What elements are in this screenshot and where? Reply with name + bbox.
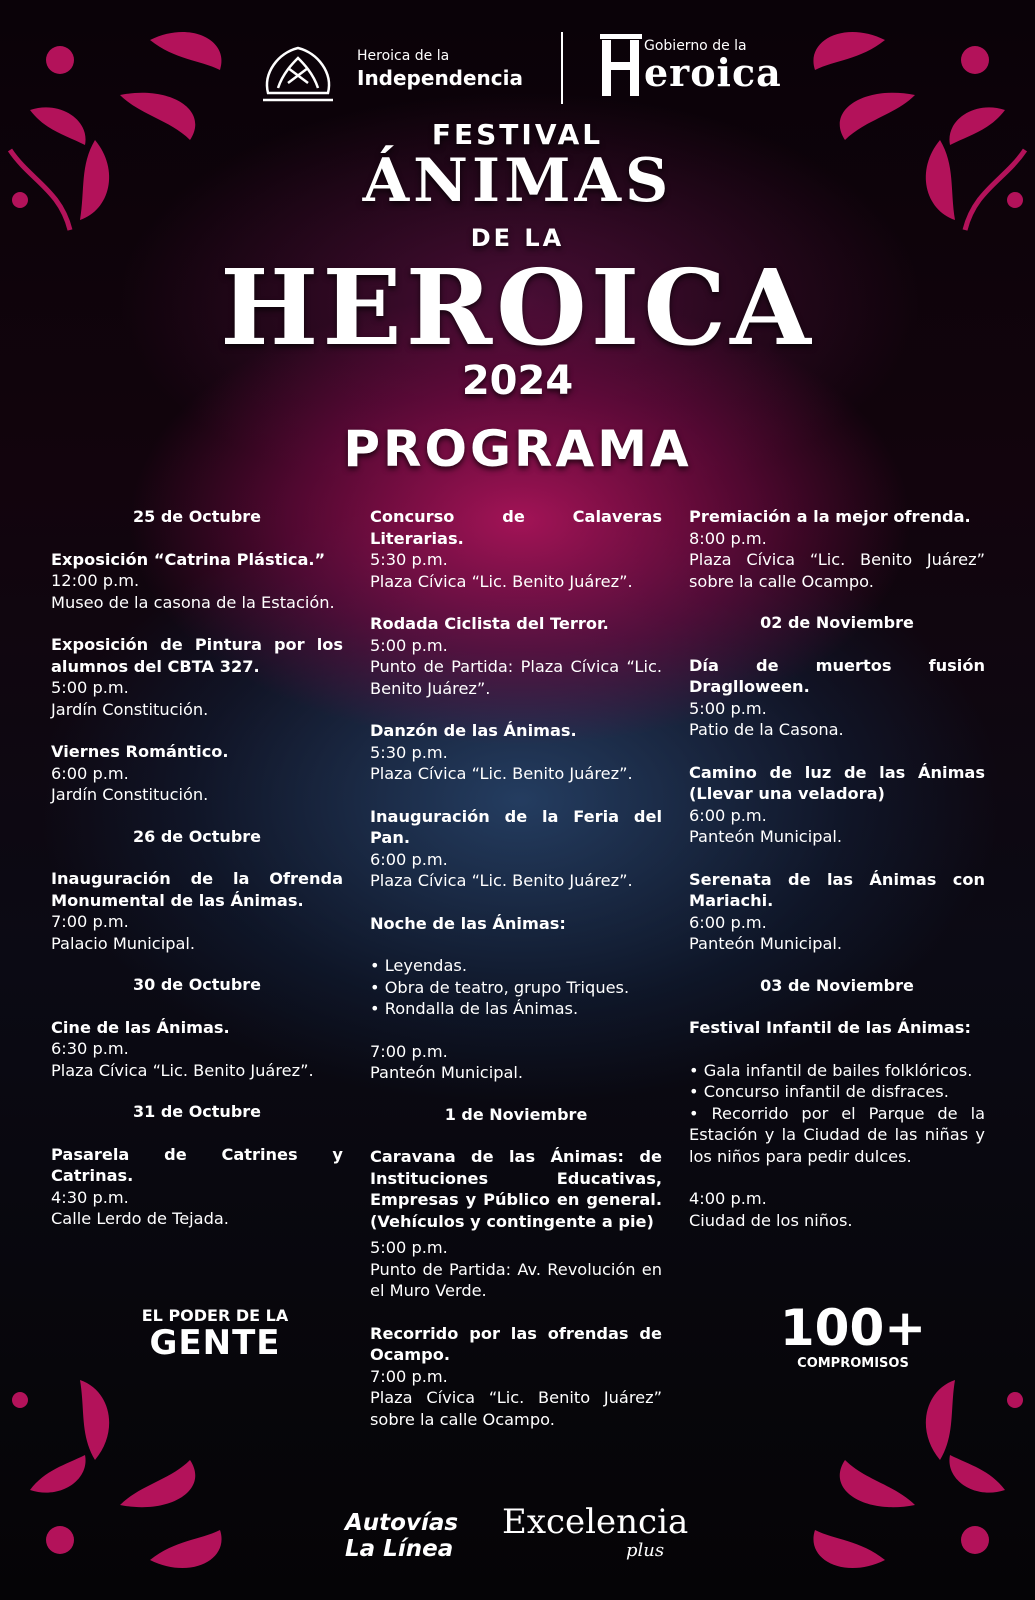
program-column-2 [370,506,662,1451]
event-item [689,869,985,955]
event-place: Museo de la casona de la Estación. [51,592,335,612]
event-time: 6:30 p.m. [51,1039,129,1058]
event-item [689,1017,985,1231]
title-de-la: DE LA [470,224,565,252]
crest-icon [258,38,338,106]
event-item [689,762,985,848]
event-name: Inauguración de la Feria del Pan. [370,806,662,847]
event-name: Camino de luz de las Ánimas (Llevar una veladora) [689,762,985,803]
event-item [689,506,985,592]
event-time: 8:00 p.m. [689,528,767,548]
logo-compromisos: COMPROMISOS [797,1356,909,1371]
event-place: Plaza Cívica “Lic. Benito Juárez”. [370,871,633,890]
cien-compromisos-logo [778,1300,928,1371]
event-place: Patio de la Casona. [689,720,844,739]
event-time: 6:00 p.m. [51,763,129,783]
event-time: 5:00 p.m. [370,635,448,655]
date-heading: 26 de Octubre [132,826,262,846]
event-name: Festival Infantil de las Ánimas: [689,1018,971,1037]
date-heading: 30 de Octubre [132,975,262,994]
bullet-item: • Obra de teatro, grupo Triques. [370,977,630,997]
header-heroica-word: eroica [644,50,782,95]
autovias-la-linea-logo [345,1510,458,1562]
event-place: Plaza Cívica “Lic. Benito Juárez”. [51,1060,314,1080]
event-time: 4:00 p.m. [689,1189,767,1208]
event-place: Plaza Cívica “Lic. Benito Juárez” sobre la calle Ocampo. [689,550,985,591]
event-name: Pasarela de Catrines y Catrinas. [51,1144,343,1185]
date-heading: 31 de Octubre [132,1102,262,1121]
event-place: Jardín Constitución. [51,699,209,719]
event-place: Ciudad de los niños. [689,1210,853,1230]
event-name: Inauguración de la Ofrenda Monumental de las Ánimas. [51,869,343,910]
event-place: Plaza Cívica “Lic. Benito Juárez” sobre la calle Ocampo. [370,1388,662,1429]
title-heroica: HEROICA [220,246,815,369]
header-logos [0,32,1035,112]
header-left-bold-text: Independencia [357,66,524,90]
logo-autovias: Autovías [345,1510,459,1536]
heroica-h-icon [598,32,644,98]
logo-la-linea: La Línea [345,1536,454,1562]
event-item [370,613,662,699]
event-item [370,720,662,785]
event-item [51,634,343,720]
event-time: 6:00 p.m. [370,849,448,869]
bullet-item: • Gala infantil de bailes folklóricos. [689,1060,973,1080]
bullet-item: • Concurso infantil de disfraces. [689,1082,949,1101]
date-heading: 25 de Octubre [132,507,262,526]
el-poder-de-la-gente-logo [140,1306,290,1361]
event-time: 6:00 p.m. [689,912,767,932]
event-name: Danzón de las Ánimas. [370,721,577,740]
event-time: 7:00 p.m. [51,912,129,931]
event-name: Cine de las Ánimas. [51,1017,230,1037]
event-item [370,506,662,592]
event-time: 5:00 p.m. [689,698,767,718]
event-name: Serenata de las Ánimas con Mariachi. [689,869,985,910]
program-column-3 [689,506,985,1252]
event-place: Punto de Partida: Av. Revolución en el Muro Verde. [370,1259,662,1300]
event-place: Punto de Partida: Plaza Cívica “Lic. Benito Juárez”. [370,657,662,698]
event-place: Panteón Municipal. [689,934,843,953]
event-time: 5:00 p.m. [51,678,129,697]
header-left-small-text: Heroica de la [357,48,450,64]
title-programa: PROGRAMA [343,420,692,478]
header-divider [561,32,563,104]
event-name: Recorrido por las ofrendas de Ocampo. [370,1323,662,1364]
event-item [51,868,343,954]
event-name: Premiación a la mejor ofrenda. [689,507,971,526]
event-place: Jardín Constitución. [51,785,209,804]
excelencia-logo: Excelencia [502,1502,689,1542]
event-item [370,806,662,892]
event-place: Panteón Municipal. [689,827,843,846]
title-year: 2024 [461,358,574,404]
event-time: 6:00 p.m. [689,805,767,825]
event-place: Palacio Municipal. [51,933,196,953]
event-name: Día de muertos fusión Draglloween. [689,655,985,696]
event-item [51,1144,343,1230]
event-time: 5:30 p.m. [370,742,448,762]
floral-ornament-bottom-right [775,1340,1035,1600]
program-column-1 [51,506,343,1251]
event-time: 12:00 p.m. [51,571,140,590]
event-place: Panteón Municipal. [370,1063,524,1082]
date-heading: 1 de Noviembre [444,1104,588,1124]
bullet-item: • Recorrido por el Parque de la Estación y la Ciudad de las niñas y los niños para pedir dulces. [689,1103,985,1166]
logo-poder-main: GENTE [149,1323,281,1363]
event-name: Caravana de las Ánimas: de Instituciones Educativas, Empresas y Público en general. (Vehículos y contingente a pie) [370,1147,662,1231]
event-time: 7:00 p.m. [370,1041,448,1061]
event-item [370,913,662,1084]
event-place: Plaza Cívica “Lic. Benito Juárez”. [370,764,633,783]
event-time: 7:00 p.m. [370,1366,448,1386]
event-item [51,741,343,806]
event-name: Viernes Romántico. [51,742,229,761]
bullet-item: • Rondalla de las Ánimas. [370,999,579,1018]
event-time: 5:30 p.m. [370,550,448,569]
event-item [689,655,985,741]
event-place: Calle Lerdo de Tejada. [51,1209,229,1228]
event-name: Rodada Ciclista del Terror. [370,614,609,633]
event-item [370,1146,662,1302]
excelencia-plus-text: plus [626,1540,665,1561]
event-place: Plaza Cívica “Lic. Benito Juárez”. [370,571,633,591]
event-name: Exposición “Catrina Plástica.” [51,549,326,569]
event-item [51,1017,343,1082]
date-heading: 02 de Noviembre [760,613,914,632]
title-animas: ÁNIMAS [362,146,673,216]
event-item [370,1323,662,1431]
event-item [51,549,343,614]
header-right-small-text: Gobierno de la [644,38,747,54]
bullet-item: • Leyendas. [370,956,467,975]
logo-hundred: 100+ [779,1299,927,1357]
date-heading: 03 de Noviembre [760,975,914,995]
event-time: 5:00 p.m. [370,1238,448,1257]
title-festival: FESTIVAL [431,118,604,151]
logo-poder-top: EL PODER DE LA [141,1306,289,1325]
event-name: Concurso de Calaveras Literarias. [370,507,662,548]
event-name: Noche de las Ánimas: [370,913,566,933]
event-name: Exposición de Pintura por los alumnos del CBTA 327. [51,635,343,676]
floral-ornament-bottom-left [0,1340,260,1600]
event-time: 4:30 p.m. [51,1187,129,1207]
